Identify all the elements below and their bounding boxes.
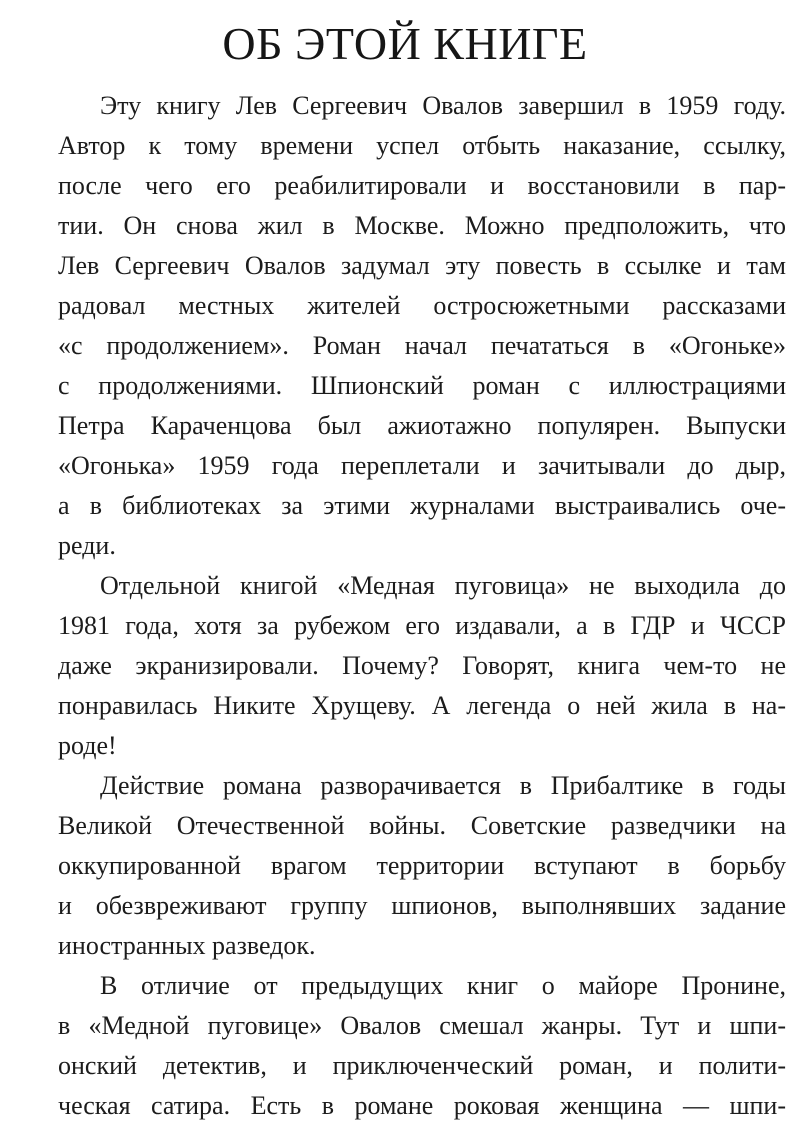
paragraph-2-line: роде!	[58, 731, 117, 760]
paragraph-2-line: 1981 года, хотя за рубежом его издавали, а в ГДР и ЧССР	[58, 611, 786, 640]
paragraph-1-line: «Огонька» 1959 года переплетали и зачитывали до дыр,	[58, 451, 786, 480]
paragraph-1-line: радовал местных жителей остросюжетными рассказами	[58, 291, 786, 320]
page-title: ОБ ЭТОЙ КНИГЕ	[222, 18, 588, 69]
paragraph-1-line: Автор к тому времени успел отбыть наказание, ссылку,	[58, 131, 786, 160]
paragraph-4-line: ческая сатира. Есть в романе роковая женщина — шпи-	[58, 1091, 786, 1120]
paragraph-1-line: с продолжениями. Шпионский роман с иллюстрациями	[58, 371, 786, 400]
paragraph-3-line: оккупированной врагом территории вступают в борьбу	[58, 851, 786, 880]
paragraph-3-line: и обезвреживают группу шпионов, выполнявших задание	[58, 891, 786, 920]
paragraph-4-line: В отличие от предыдущих книг о майоре Пронине,	[100, 971, 786, 1000]
paragraph-2-line: Отдельной книгой «Медная пуговица» не выходила до	[100, 571, 786, 600]
paragraph-1-line: тии. Он снова жил в Москве. Можно предположить, что	[58, 211, 786, 240]
paragraph-3-line: Действие романа разворачивается в Прибалтике в годы	[100, 771, 786, 800]
paragraph-3-line: Великой Отечественной войны. Советские разведчики на	[58, 811, 786, 840]
paragraph-1-line: а в библиотеках за этими журналами выстраивались оче-	[58, 491, 786, 520]
paragraph-1-line: Лев Сергеевич Овалов задумал эту повесть в ссылке и там	[58, 251, 786, 280]
paragraph-1-line: «с продолжением». Роман начал печататься в «Огоньке»	[58, 331, 786, 360]
paragraph-4-line: онский детектив, и приключенческий роман, и полити-	[58, 1051, 786, 1080]
paragraph-4-line: в «Медной пуговице» Овалов смешал жанры. Тут и шпи-	[58, 1011, 786, 1040]
paragraph-1-line: Петра Караченцова был ажиотажно популярен. Выпуски	[58, 411, 786, 440]
paragraph-2-line: даже экранизировали. Почему? Говорят, книга чем-то не	[58, 651, 786, 680]
paragraph-3-line: иностранных разведок.	[58, 931, 316, 960]
paragraph-1-line: после чего его реабилитировали и восстановили в пар-	[58, 171, 786, 200]
paragraph-1-line: реди.	[58, 531, 116, 560]
paragraph-1-line: Эту книгу Лев Сергеевич Овалов завершил в 1959 году.	[100, 91, 786, 120]
paragraph-2-line: понравилась Никите Хрущеву. А легенда о ней жила в на-	[58, 691, 786, 720]
